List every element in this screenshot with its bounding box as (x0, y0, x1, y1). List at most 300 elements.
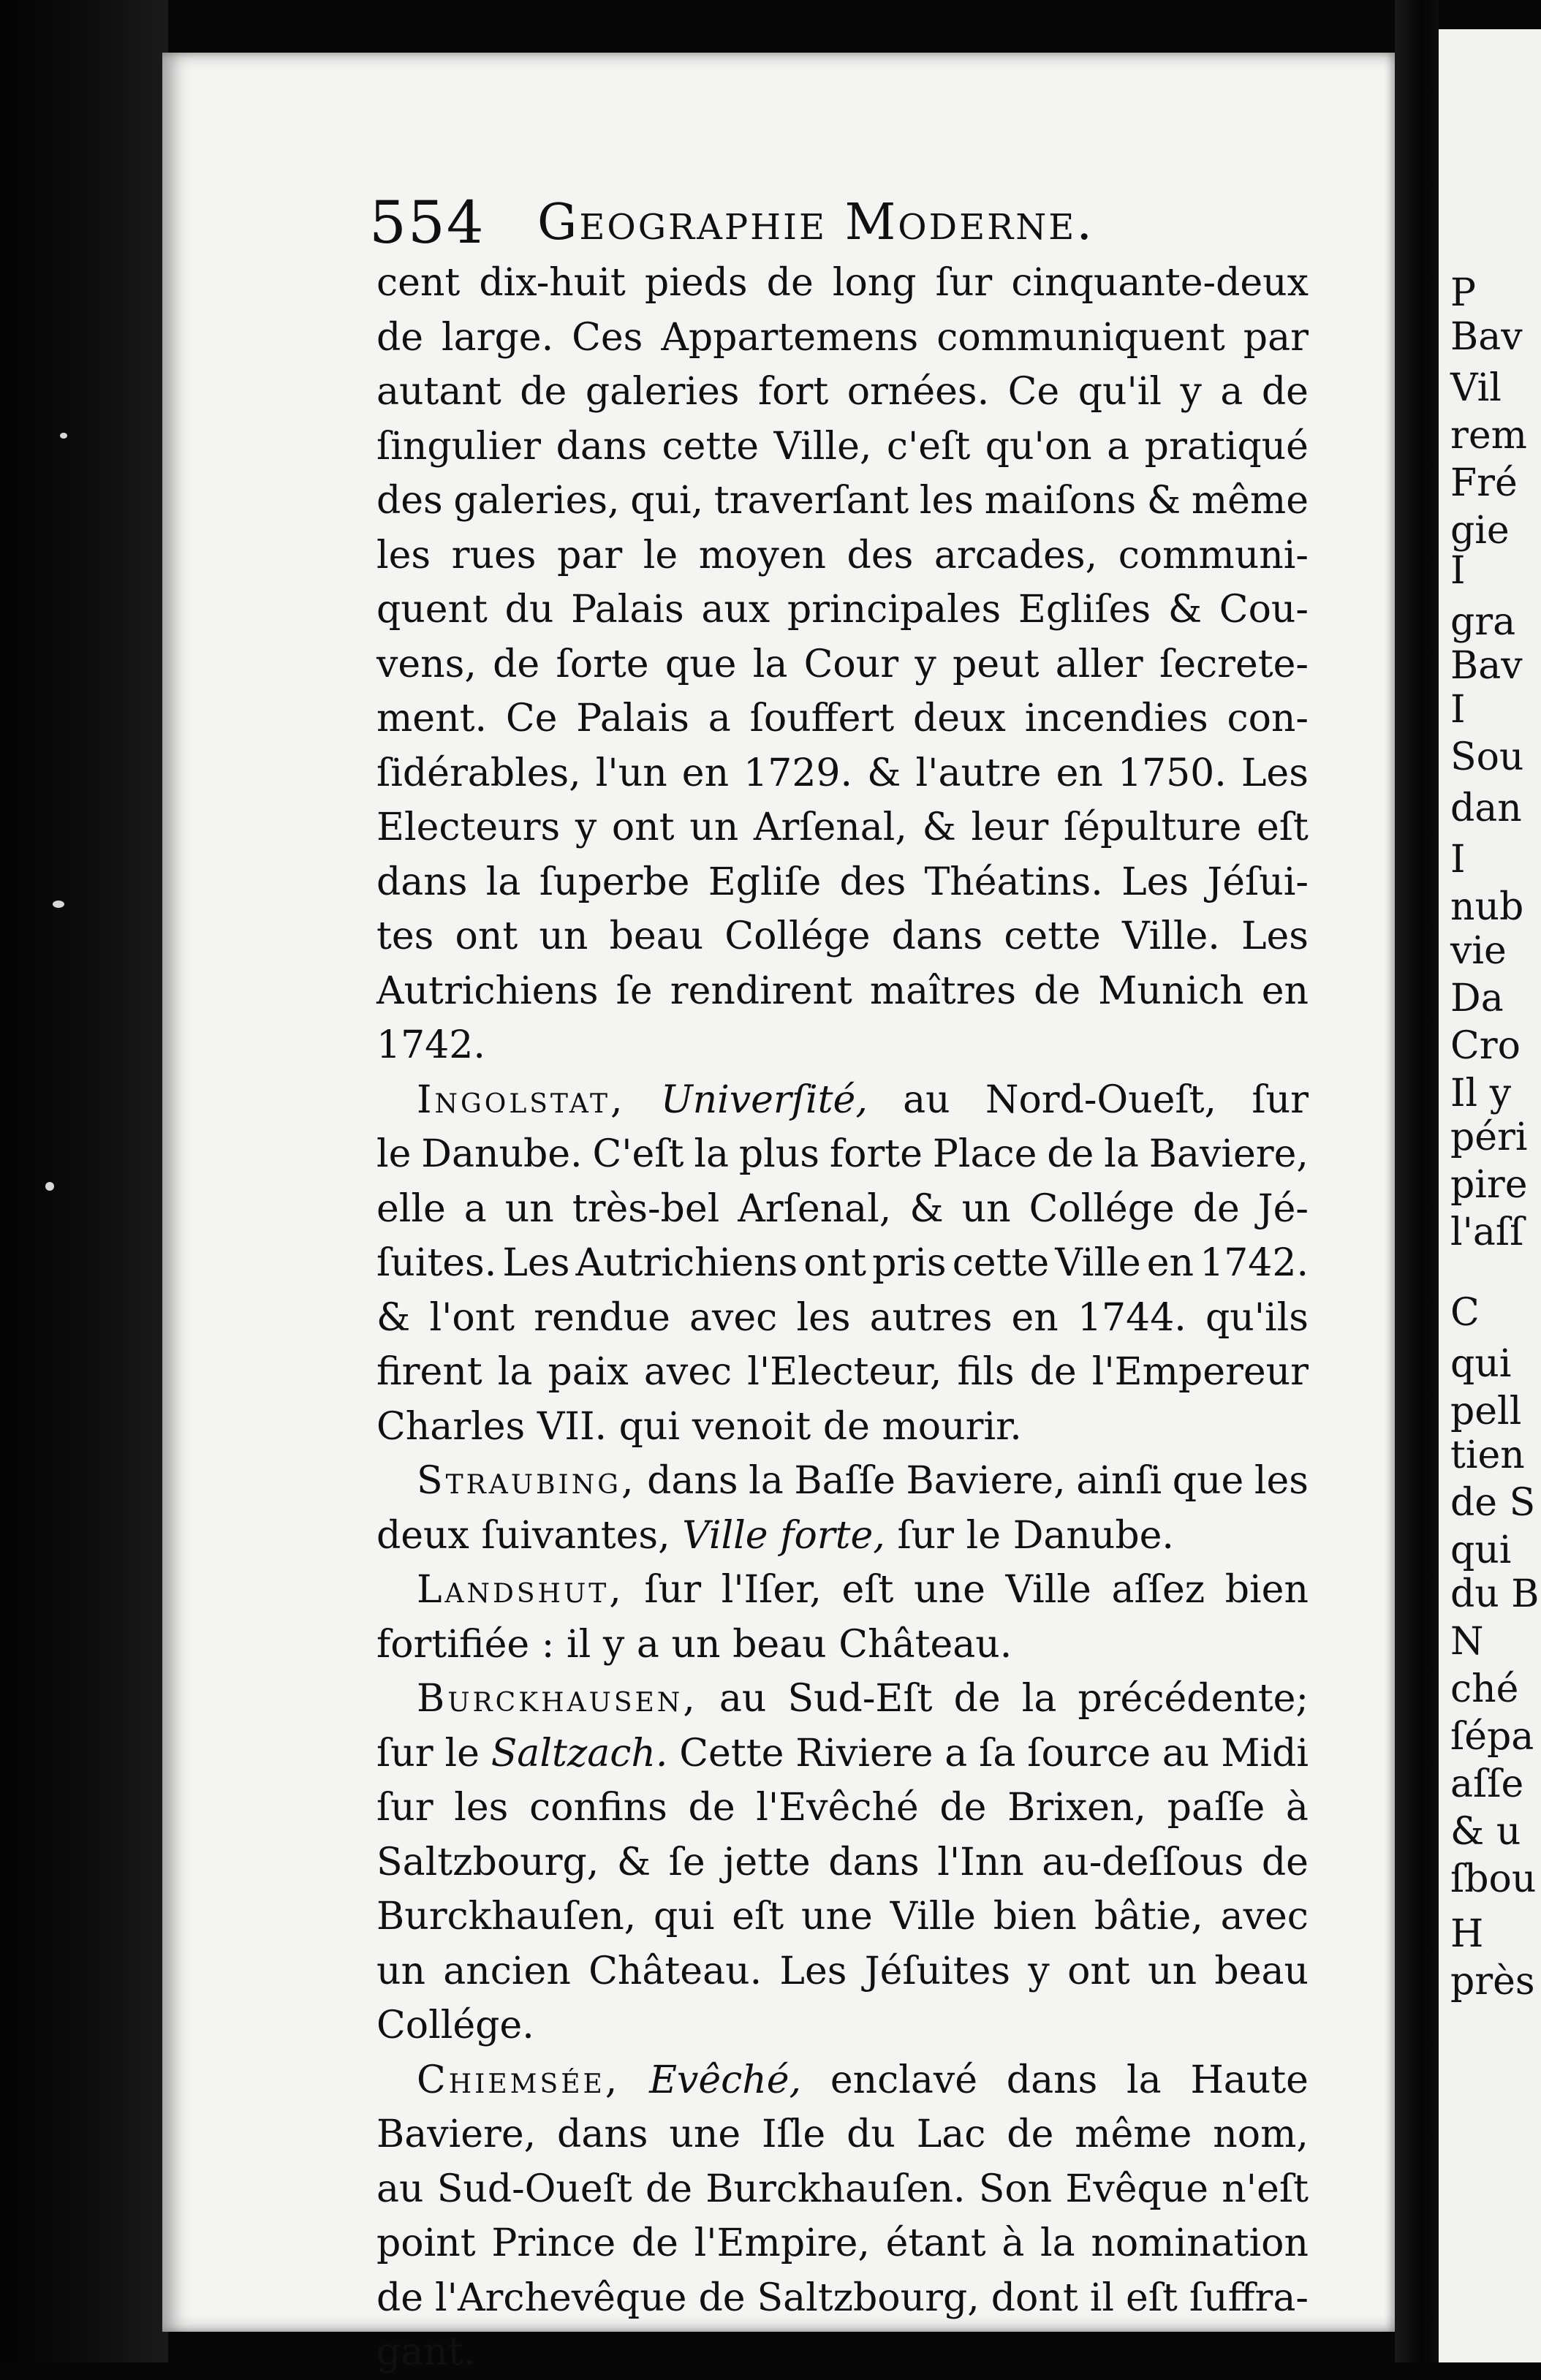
word: de (1047, 1132, 1094, 1176)
word: étant (885, 2221, 986, 2265)
word: galeries, (453, 479, 620, 523)
facing-page-fragment: de S (1450, 1481, 1536, 1525)
word: les (376, 533, 431, 577)
text-line (376, 583, 1309, 637)
page-number: 554 (369, 189, 485, 257)
word: dix-huit (479, 261, 626, 305)
word: ſur (644, 1568, 702, 1612)
word: firent (376, 1350, 482, 1394)
word: a (708, 697, 731, 740)
text-line (376, 365, 1309, 420)
word: la (1104, 1132, 1139, 1176)
word: Les (1241, 914, 1309, 958)
word: ornées. (847, 370, 990, 414)
word: & (1146, 479, 1181, 523)
word: rendue (534, 1295, 670, 1340)
facing-page-edge (1439, 29, 1541, 2362)
book-gutter (1395, 0, 1439, 2362)
word: beau (732, 1622, 827, 1667)
word: des (847, 533, 914, 577)
facing-page-fragment: & u (1450, 1810, 1521, 1854)
word: Ville (682, 1513, 768, 1558)
word: ſuffra- (1189, 2275, 1309, 2320)
facing-page-fragment: aſſe (1450, 1762, 1524, 1806)
word: ſe (668, 1840, 705, 1884)
word: une (914, 1568, 985, 1612)
word: nom, (1213, 2112, 1309, 2156)
word: galeries (585, 370, 740, 414)
word: au (719, 1677, 767, 1721)
text-line (376, 855, 1309, 910)
word: & (922, 806, 956, 849)
word: jette (723, 1840, 811, 1884)
facing-page-fragment: Vil (1450, 366, 1502, 410)
facing-page-fragment: P (1450, 271, 1476, 315)
word: deux (376, 1513, 469, 1558)
text-line (376, 1291, 1309, 1346)
word: en (681, 751, 730, 795)
facing-page-fragment: ſépa (1450, 1715, 1534, 1759)
word: 1729. (743, 751, 853, 795)
word: communiquent (936, 315, 1225, 360)
word: a (944, 1731, 968, 1775)
facing-page-fragment: dan (1450, 787, 1522, 830)
word: Autrichiens (575, 1241, 798, 1285)
word: Sud-Oueſt (436, 2167, 632, 2211)
word: cent (376, 261, 461, 305)
word: mourir. (882, 1404, 1022, 1449)
word: de (766, 261, 814, 305)
word: au (903, 1077, 950, 1122)
text-line (376, 1127, 1309, 1182)
word: la (694, 1132, 729, 1176)
word: par (1243, 315, 1309, 360)
word: Château. (588, 1949, 762, 1993)
word: ont (1067, 1949, 1130, 1993)
word: point (376, 2221, 476, 2265)
word: Burckhauſen, (376, 1895, 637, 1939)
word: du (847, 2112, 896, 2156)
word: le (966, 1513, 1002, 1558)
word: de (688, 1786, 735, 1830)
word: forte, (780, 1513, 885, 1558)
word: l'autre (915, 751, 1042, 795)
word: dans (828, 1840, 920, 1884)
word: Saltzach. (491, 1731, 668, 1775)
word: Danube. (1012, 1513, 1174, 1558)
word: Son (978, 2167, 1053, 2211)
word: leur (971, 806, 1049, 849)
facing-page-fragment: du B (1450, 1572, 1540, 1616)
word: y (602, 1622, 625, 1667)
word: eſt (841, 1568, 894, 1612)
word: Ville, (773, 424, 872, 469)
word: cinquante-deux (1011, 261, 1309, 305)
word: qui, (630, 479, 704, 523)
text-line (376, 746, 1309, 801)
word: : (541, 1622, 555, 1667)
word: les (1254, 1459, 1309, 1503)
text-line (376, 311, 1309, 365)
word: un (376, 1949, 425, 1993)
word: pris (872, 1241, 947, 1285)
word: un (539, 914, 588, 958)
word: ſidérables, (376, 751, 581, 795)
word: & (376, 1295, 411, 1340)
word: aller (1055, 642, 1143, 686)
word: ſingulier (376, 424, 542, 469)
word: Baſſe (794, 1459, 896, 1503)
word: quent (376, 588, 488, 632)
text-line (376, 1400, 1309, 1455)
word: Haute (1190, 2058, 1309, 2102)
facing-page-fragment: gie (1450, 509, 1510, 553)
word: cette (952, 1241, 1050, 1285)
word: ſur (935, 261, 993, 305)
word: beau (1214, 1949, 1309, 1993)
word: con- (1227, 697, 1309, 740)
text-line (376, 691, 1309, 746)
word: une (669, 2112, 741, 2156)
scan-edge-left (0, 0, 168, 2362)
text-line (376, 637, 1309, 692)
word: Baviere, (376, 2112, 537, 2156)
facing-page-fragment: près (1450, 1960, 1535, 2004)
word: qu'on (985, 424, 1092, 469)
word: l'Inn (937, 1840, 1024, 1884)
word: de (1034, 969, 1081, 1013)
word: ſa (979, 1731, 1016, 1775)
word: ont (611, 806, 675, 849)
word: Saltzbourg, (376, 1840, 599, 1884)
word: ont (803, 1241, 866, 1285)
word: communi- (1118, 533, 1309, 577)
word: à (1002, 2221, 1025, 2265)
word: Appartemens (661, 315, 919, 360)
facing-page-fragment: qui (1450, 1528, 1512, 1572)
word: a (1107, 424, 1130, 469)
word: elle (376, 1186, 446, 1231)
word: Jéſuites (864, 1949, 1011, 1993)
word: ſource (1027, 1731, 1151, 1775)
text-line (376, 1944, 1309, 1999)
body-text (376, 256, 1309, 2380)
word: Lac (916, 2112, 986, 2156)
word: de (822, 1404, 870, 1449)
page-header (369, 189, 1327, 259)
word: rendirent (670, 969, 852, 1013)
text-line (376, 1454, 1309, 1509)
text-line (376, 2053, 1309, 2108)
word: C'eſt (592, 1132, 684, 1176)
facing-page-fragment: l'aſſ (1450, 1210, 1524, 1254)
word: un (504, 1186, 554, 1231)
word: l'ont (429, 1295, 515, 1340)
word: enclavé (830, 2058, 978, 2102)
word: Théatins. (924, 860, 1103, 904)
word: bien (1224, 1568, 1309, 1612)
word: l'Empire, (694, 2221, 870, 2265)
facing-page-fragment: C (1450, 1291, 1480, 1335)
text-line (376, 256, 1309, 311)
word: ment. (376, 697, 487, 740)
word: de (1192, 1186, 1240, 1231)
word: de (1029, 1350, 1077, 1394)
word: Cette (679, 1731, 784, 1775)
word: Autrichiens (376, 969, 599, 1013)
word: du (504, 588, 554, 632)
word: & (1167, 588, 1203, 632)
word: Arſenal, (738, 1186, 892, 1231)
text-line (376, 1727, 1309, 1781)
word: Sud-Eſt (787, 1677, 933, 1721)
word: l'un (595, 751, 667, 795)
word: 1744. (1077, 1295, 1186, 1340)
word: qui (654, 1895, 715, 1939)
word: Midi (1221, 1731, 1309, 1775)
word: Ces (572, 315, 643, 360)
word: incendies (1024, 697, 1208, 740)
word: Ville (1005, 1568, 1091, 1612)
word: au (1162, 1731, 1210, 1775)
word: l'Evêché (756, 1786, 919, 1830)
word: Palais (571, 588, 684, 632)
word: Electeurs (376, 806, 561, 849)
word: de (493, 642, 540, 686)
word: Danube. (421, 1132, 583, 1176)
text-line (376, 420, 1309, 474)
word: les (919, 479, 974, 523)
word: la (749, 1459, 784, 1503)
word: au (376, 2167, 424, 2211)
word: le (444, 1731, 480, 1775)
facing-page-fragment: Fré (1450, 461, 1518, 505)
word: qu'il (1078, 370, 1162, 414)
facing-page-fragment: ſbou (1450, 1857, 1537, 1901)
facing-page-fragment: nub (1450, 885, 1524, 929)
word: Jéſui- (1207, 860, 1309, 904)
word: Collége (724, 914, 871, 958)
word: Saltzbourg, (757, 2275, 980, 2320)
facing-page-fragment: pell (1450, 1390, 1522, 1433)
word: Jé- (1257, 1186, 1309, 1231)
word: des (376, 479, 443, 523)
word: avec (689, 1295, 778, 1340)
word: gant. (376, 2330, 476, 2374)
word: Burckhausen, (417, 1677, 698, 1721)
facing-page-fragment: Da (1450, 977, 1504, 1020)
word: y (575, 806, 597, 849)
word: Les (779, 1949, 847, 1993)
word: maîtres (869, 969, 1017, 1013)
word: Les (502, 1241, 570, 1285)
text-line (376, 964, 1309, 1019)
text-line (376, 1509, 1309, 1564)
word: Collége (1029, 1186, 1175, 1231)
word: ſur (376, 1731, 433, 1775)
word: Place (932, 1132, 1037, 1176)
facing-page-fragment: Cro (1450, 1024, 1521, 1068)
word: ſe (616, 969, 653, 1013)
text-line (376, 1563, 1309, 1618)
text-line (376, 1182, 1309, 1237)
word: de (520, 370, 567, 414)
word: confins (529, 1786, 667, 1830)
text-line (376, 2162, 1309, 2217)
word: que (1172, 1459, 1244, 1503)
word: a (1220, 370, 1243, 414)
word: Cour (803, 642, 899, 686)
word: dont (991, 2275, 1078, 2320)
word: rues (451, 533, 537, 577)
facing-page-fragment: I (1450, 838, 1466, 882)
word: il (1089, 2275, 1114, 2320)
word: de (1007, 2112, 1054, 2156)
word: cette (1004, 914, 1101, 958)
word: Nord-Oueſt, (985, 1077, 1217, 1122)
facing-page-fragment: Il y (1450, 1072, 1512, 1115)
word: ſecrete- (1159, 642, 1309, 686)
word: dans (1006, 2058, 1098, 2102)
word: Evêché, (649, 2058, 802, 2102)
word: ſorte (556, 642, 649, 686)
word: Munich (1098, 969, 1244, 1013)
word: pratiqué (1144, 424, 1309, 469)
word: Arſenal, (753, 806, 907, 849)
word: en (1056, 751, 1103, 795)
text-line (376, 909, 1309, 964)
word: y (1028, 1949, 1050, 1993)
facing-page-fragment: péri (1450, 1115, 1528, 1159)
facing-page-fragment: Bav (1450, 315, 1523, 359)
word: de (376, 315, 424, 360)
word: Charles (376, 1404, 526, 1449)
text-line (376, 1073, 1309, 1128)
word: fils (957, 1350, 1015, 1394)
word: la (497, 1350, 533, 1394)
word: moyen (698, 533, 826, 577)
facing-page-fragment: rem (1450, 414, 1527, 458)
word: Baviere, (906, 1459, 1066, 1503)
text-line (376, 1345, 1309, 1400)
word: ſouffert (749, 697, 895, 740)
facing-page-fragment: I (1450, 549, 1466, 593)
word: de (698, 2275, 746, 2320)
word: Cou- (1219, 588, 1309, 632)
text-line (376, 1618, 1309, 1672)
word: au-deſſous (1042, 1840, 1244, 1884)
facing-page-fragment: vie (1450, 929, 1507, 973)
facing-page-fragment: gra (1450, 600, 1516, 644)
word: de (953, 1677, 1001, 1721)
word: un (1148, 1949, 1197, 1993)
word: la (1040, 2221, 1075, 2265)
text-line (376, 474, 1309, 528)
word: Ville (1055, 1241, 1141, 1285)
facing-page-fragment: N (1450, 1620, 1484, 1664)
word: eſt (1125, 2275, 1178, 2320)
word: ſur (376, 1786, 433, 1830)
word: large. (442, 315, 554, 360)
word: de (939, 1786, 987, 1830)
word: Prince (491, 2221, 616, 2265)
word: dans (557, 2112, 648, 2156)
word: Ville (890, 1895, 976, 1939)
word: ſépulture (1063, 806, 1242, 849)
word: une (801, 1895, 873, 1939)
word: eſt (1257, 806, 1309, 849)
word: Collége. (376, 2004, 534, 2047)
word: & (616, 1840, 651, 1884)
word: Evêque (1065, 2167, 1209, 2211)
word: paix (548, 1350, 629, 1394)
word: de (631, 2221, 678, 2265)
word: fortifiée (376, 1622, 530, 1667)
word: les (796, 1295, 851, 1340)
word: l'Electeur, (747, 1350, 942, 1394)
facing-page-fragment: Sou (1450, 735, 1524, 779)
word: les (454, 1786, 509, 1830)
word: un (689, 806, 739, 849)
word: cette (662, 424, 760, 469)
word: dans (891, 914, 983, 958)
word: la (1021, 1677, 1057, 1721)
word: à (1285, 1786, 1309, 1830)
word: Ville. (1121, 914, 1220, 958)
word: dans (647, 1459, 738, 1503)
word: ont (455, 914, 518, 958)
word: y (915, 642, 936, 686)
word: autres (869, 1295, 993, 1340)
text-line (376, 1672, 1309, 1727)
word: pieds (644, 261, 748, 305)
word: ſur (897, 1513, 955, 1558)
word: dans (556, 424, 648, 469)
text-line (376, 1018, 1309, 1073)
word: 1742. (1200, 1241, 1309, 1285)
word: fort (757, 370, 829, 414)
text-line (376, 2216, 1309, 2271)
word: Ce (1007, 370, 1060, 414)
word: y (1180, 370, 1202, 414)
word: l'Iſer, (721, 1568, 822, 1612)
word: avec (643, 1350, 732, 1394)
word: il (566, 1622, 591, 1667)
facing-page-fragment: tien (1450, 1433, 1525, 1477)
word: dans (376, 860, 468, 904)
word: très-bel (572, 1186, 720, 1231)
word: Palais (576, 697, 689, 740)
word: Iſle (762, 2112, 826, 2156)
facing-page-fragment: H (1450, 1912, 1484, 1956)
word: Ce (505, 697, 558, 740)
word: bâtie, (1094, 1895, 1203, 1939)
word: 1750. (1117, 751, 1227, 795)
word: qui (618, 1404, 681, 1449)
word: nomination (1091, 2221, 1309, 2265)
word: même (1191, 479, 1309, 523)
word: même (1075, 2112, 1192, 2156)
word: Egliſes (1018, 588, 1151, 632)
word: & (867, 751, 901, 795)
text-line (376, 1236, 1309, 1291)
word: 1742. (376, 1023, 485, 1067)
word: aux (701, 588, 770, 632)
word: précédente; (1078, 1677, 1309, 1721)
word: eſt (732, 1895, 784, 1939)
word: a (636, 1622, 659, 1667)
word: aſſez (1111, 1568, 1205, 1612)
